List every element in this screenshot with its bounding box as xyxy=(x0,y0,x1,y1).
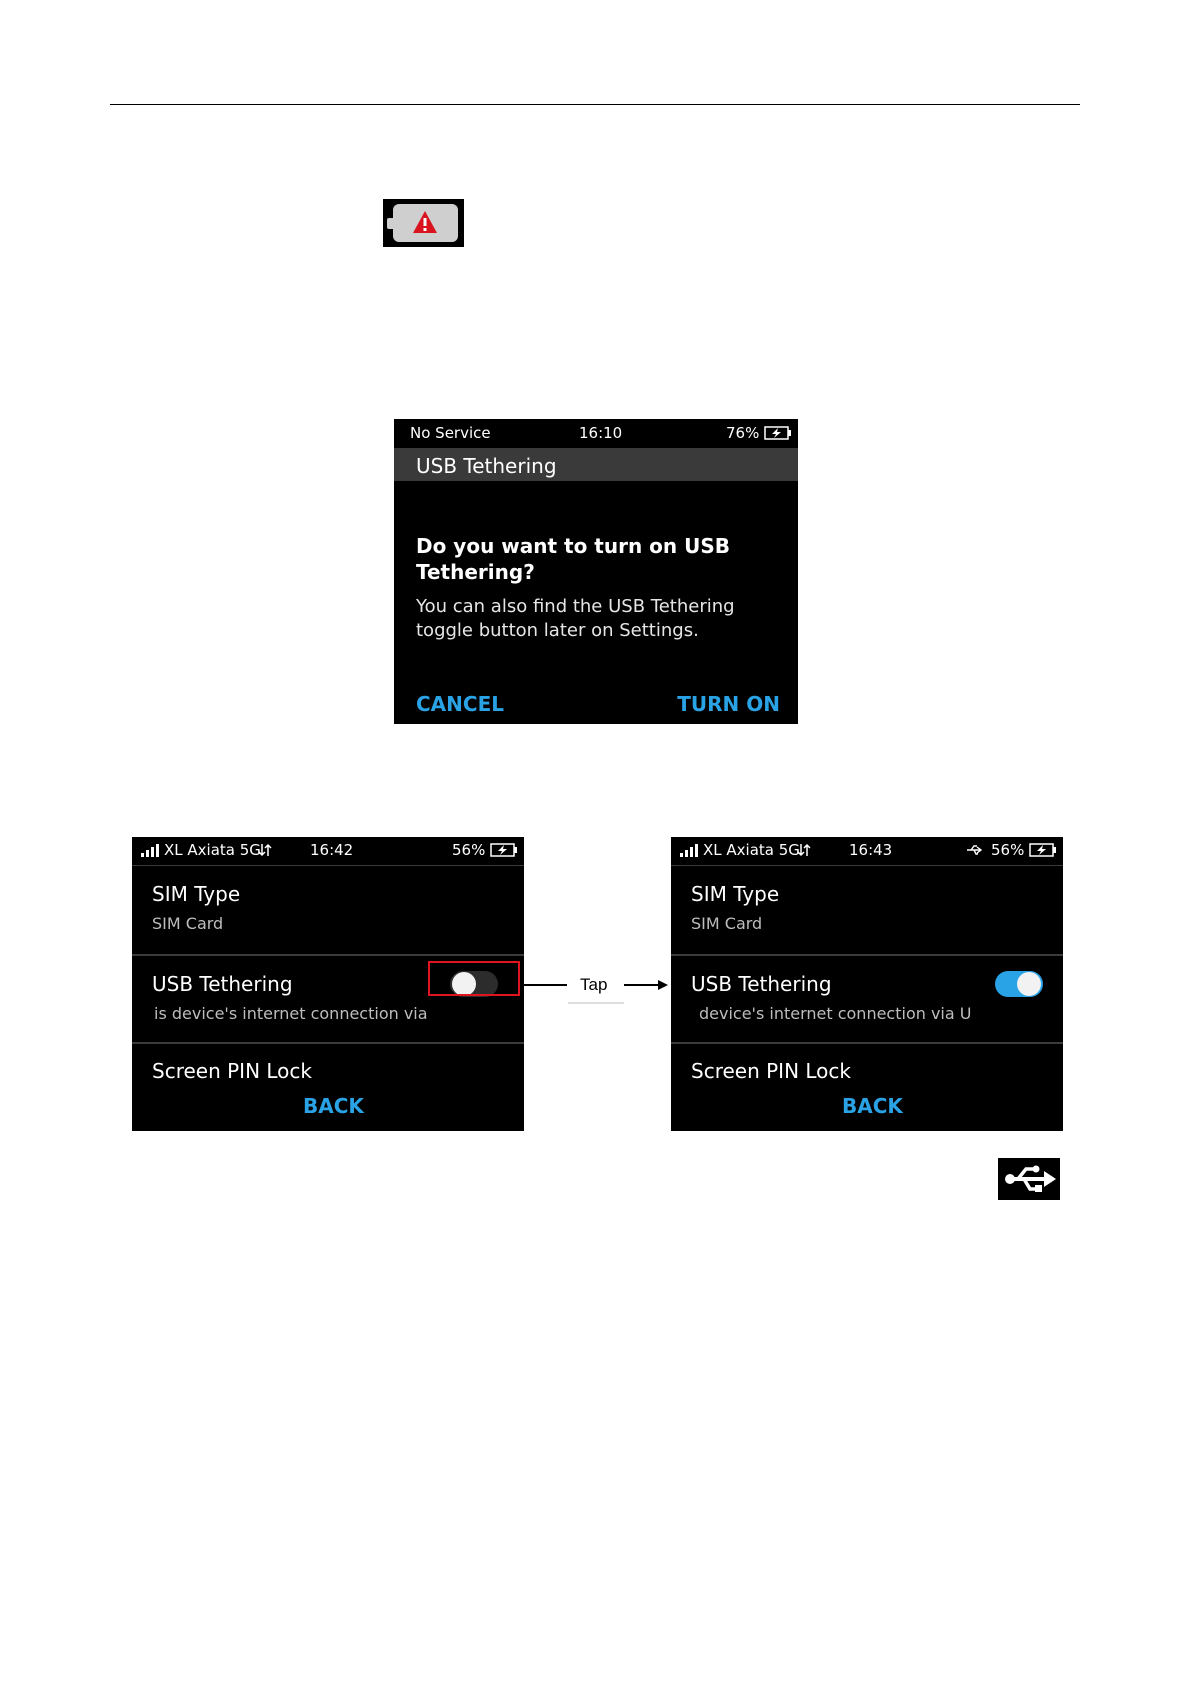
usb-tethering-description: is device's internet connection via xyxy=(154,1004,428,1023)
usb-tethering-toggle[interactable] xyxy=(995,971,1043,997)
dialog-question: Do you want to turn on USB Tethering? xyxy=(416,534,730,584)
usb-tethering-description: device's internet connection via U xyxy=(699,1004,972,1023)
divider xyxy=(671,1042,1063,1044)
battery-charging-icon xyxy=(764,426,792,440)
status-time: 16:10 xyxy=(579,424,623,442)
settings-screen-before xyxy=(132,837,524,1131)
tap-label: Tap xyxy=(580,975,608,994)
status-time: 16:42 xyxy=(310,841,354,859)
screen-pin-lock-title[interactable]: Screen PIN Lock xyxy=(152,1059,312,1083)
status-battery-percent: 76% xyxy=(726,424,760,442)
dialog-title: USB Tethering xyxy=(416,454,557,478)
cancel-button[interactable]: CANCEL xyxy=(416,692,504,716)
back-button[interactable]: BACK xyxy=(303,1094,364,1118)
usb-tethering-title: USB Tethering xyxy=(152,972,293,996)
status-carrier: XL Axiata 5G xyxy=(164,841,261,859)
usb-tethering-title: USB Tethering xyxy=(691,972,832,996)
sim-type-value: SIM Card xyxy=(152,914,224,933)
usb-tethering-dialog-screen xyxy=(394,419,798,724)
sim-type-item[interactable] xyxy=(132,866,524,933)
header-rule xyxy=(110,104,1080,105)
turn-on-button[interactable]: TURN ON xyxy=(677,692,780,716)
sim-type-title: SIM Type xyxy=(691,882,780,906)
data-transfer-icon xyxy=(258,843,272,857)
divider xyxy=(132,1042,524,1044)
sim-type-item[interactable] xyxy=(671,866,1063,933)
status-battery-percent: 56% xyxy=(452,841,486,859)
signal-icon xyxy=(141,843,161,857)
back-button[interactable]: BACK xyxy=(842,1094,903,1118)
status-time: 16:43 xyxy=(849,841,893,859)
status-battery-percent: 56% xyxy=(991,841,1025,859)
dialog-body: You can also find the USB Tethering toggle button later on Settings. xyxy=(416,596,735,641)
dialog-title-bar xyxy=(394,448,798,481)
usb-tethering-item[interactable] xyxy=(671,956,1063,1042)
status-carrier: XL Axiata 5G xyxy=(703,841,800,859)
battery-charging-icon xyxy=(1029,843,1057,857)
sim-type-title: SIM Type xyxy=(152,882,241,906)
status-network: No Service xyxy=(410,424,491,442)
usb-status-icon xyxy=(966,844,984,856)
settings-screen-after xyxy=(671,837,1063,1131)
battery-charging-icon xyxy=(490,843,518,857)
signal-icon xyxy=(680,843,700,857)
sim-type-value: SIM Card xyxy=(691,914,763,933)
data-transfer-icon xyxy=(797,843,811,857)
screen-pin-lock-title[interactable]: Screen PIN Lock xyxy=(691,1059,851,1083)
tap-highlight-box xyxy=(428,961,520,996)
usb-icon xyxy=(998,1158,1060,1200)
low-battery-warning-icon xyxy=(383,199,464,247)
